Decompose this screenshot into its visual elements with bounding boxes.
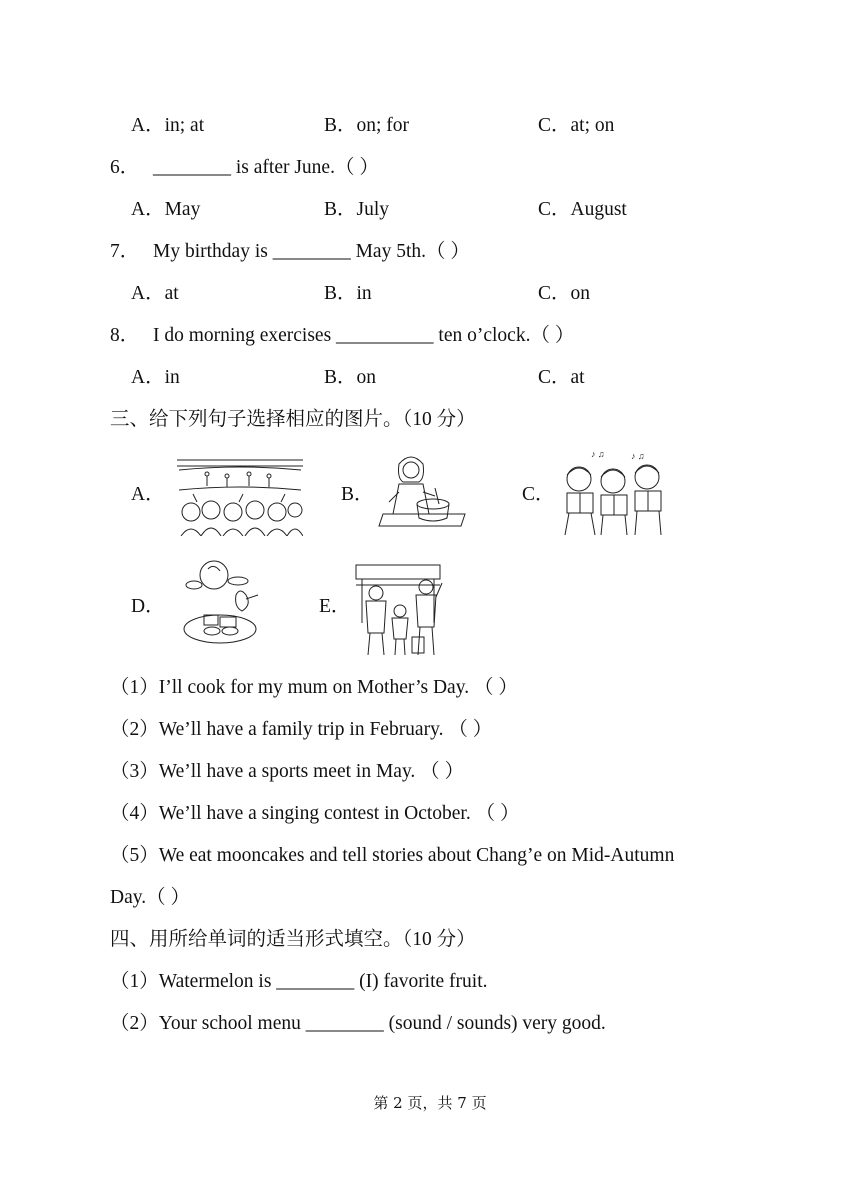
q8-number: 8． bbox=[110, 325, 140, 346]
q7-question: My birthday is ________ May 5th.（ ） bbox=[153, 241, 470, 262]
q6-question: ________ is after June.（ ） bbox=[153, 157, 379, 178]
q7-option-b: B．in bbox=[324, 283, 372, 304]
sentence-5-continued: Day.（ ） bbox=[110, 887, 190, 908]
picture-label-b: B． bbox=[341, 484, 374, 505]
q5-option-a: A．in; at bbox=[131, 115, 205, 136]
sentence-3: （3）We’ll have a sports meet in May. （ ） bbox=[110, 761, 465, 782]
q6-option-c: C．August bbox=[538, 199, 627, 220]
q6-option-a: A．May bbox=[131, 199, 201, 220]
section3-title: 三、给下列句子选择相应的图片。（10 分） bbox=[110, 409, 476, 430]
svg-text:♪ ♫: ♪ ♫ bbox=[591, 449, 605, 459]
picture-label-d: D． bbox=[131, 596, 165, 617]
family-trip-picture bbox=[352, 563, 444, 658]
q7-option-c: C．on bbox=[538, 283, 591, 304]
cooking-picture bbox=[377, 452, 469, 534]
fill-in-item-2: （2）Your school menu ________ (sound / sounds) very good. bbox=[110, 1013, 606, 1034]
sentence-2: （2）We’ll have a family trip in February. （ ） bbox=[110, 719, 493, 740]
q5-option-c: C．at; on bbox=[538, 115, 615, 136]
singing-picture bbox=[561, 447, 665, 537]
q8-question: I do morning exercises __________ ten o’clock.（ ） bbox=[153, 325, 575, 346]
mooncake-picture bbox=[180, 557, 262, 649]
sentence-5: （5）We eat mooncakes and tell stories about Chang’e on Mid-Autumn bbox=[110, 845, 675, 866]
picture-label-a: A． bbox=[131, 484, 165, 505]
q7-option-a: A．at bbox=[131, 283, 179, 304]
q6-number: 6． bbox=[110, 157, 140, 178]
page-footer: 第 2 页，共 7 页 bbox=[373, 1094, 487, 1112]
q8-option-b: B．on bbox=[324, 367, 377, 388]
sentence-4: （4）We’ll have a singing contest in October. （ ） bbox=[110, 803, 520, 824]
sentence-1: （1）I’ll cook for my mum on Mother’s Day. （ ） bbox=[110, 677, 518, 698]
picture-label-c: C． bbox=[522, 484, 555, 505]
q7-number: 7． bbox=[110, 241, 140, 262]
section4-title: 四、用所给单词的适当形式填空。（10 分） bbox=[110, 929, 476, 950]
q6-option-b: B．July bbox=[324, 199, 390, 220]
fill-in-item-1: （1）Watermelon is ________ (I) favorite fruit. bbox=[110, 971, 488, 992]
sports-meet-picture bbox=[177, 456, 303, 536]
svg-text:♪ ♫: ♪ ♫ bbox=[631, 451, 645, 461]
picture-label-e: E． bbox=[319, 596, 351, 617]
q8-option-c: C．at bbox=[538, 367, 585, 388]
q8-option-a: A．in bbox=[131, 367, 180, 388]
q5-option-b: B．on; for bbox=[324, 115, 410, 136]
